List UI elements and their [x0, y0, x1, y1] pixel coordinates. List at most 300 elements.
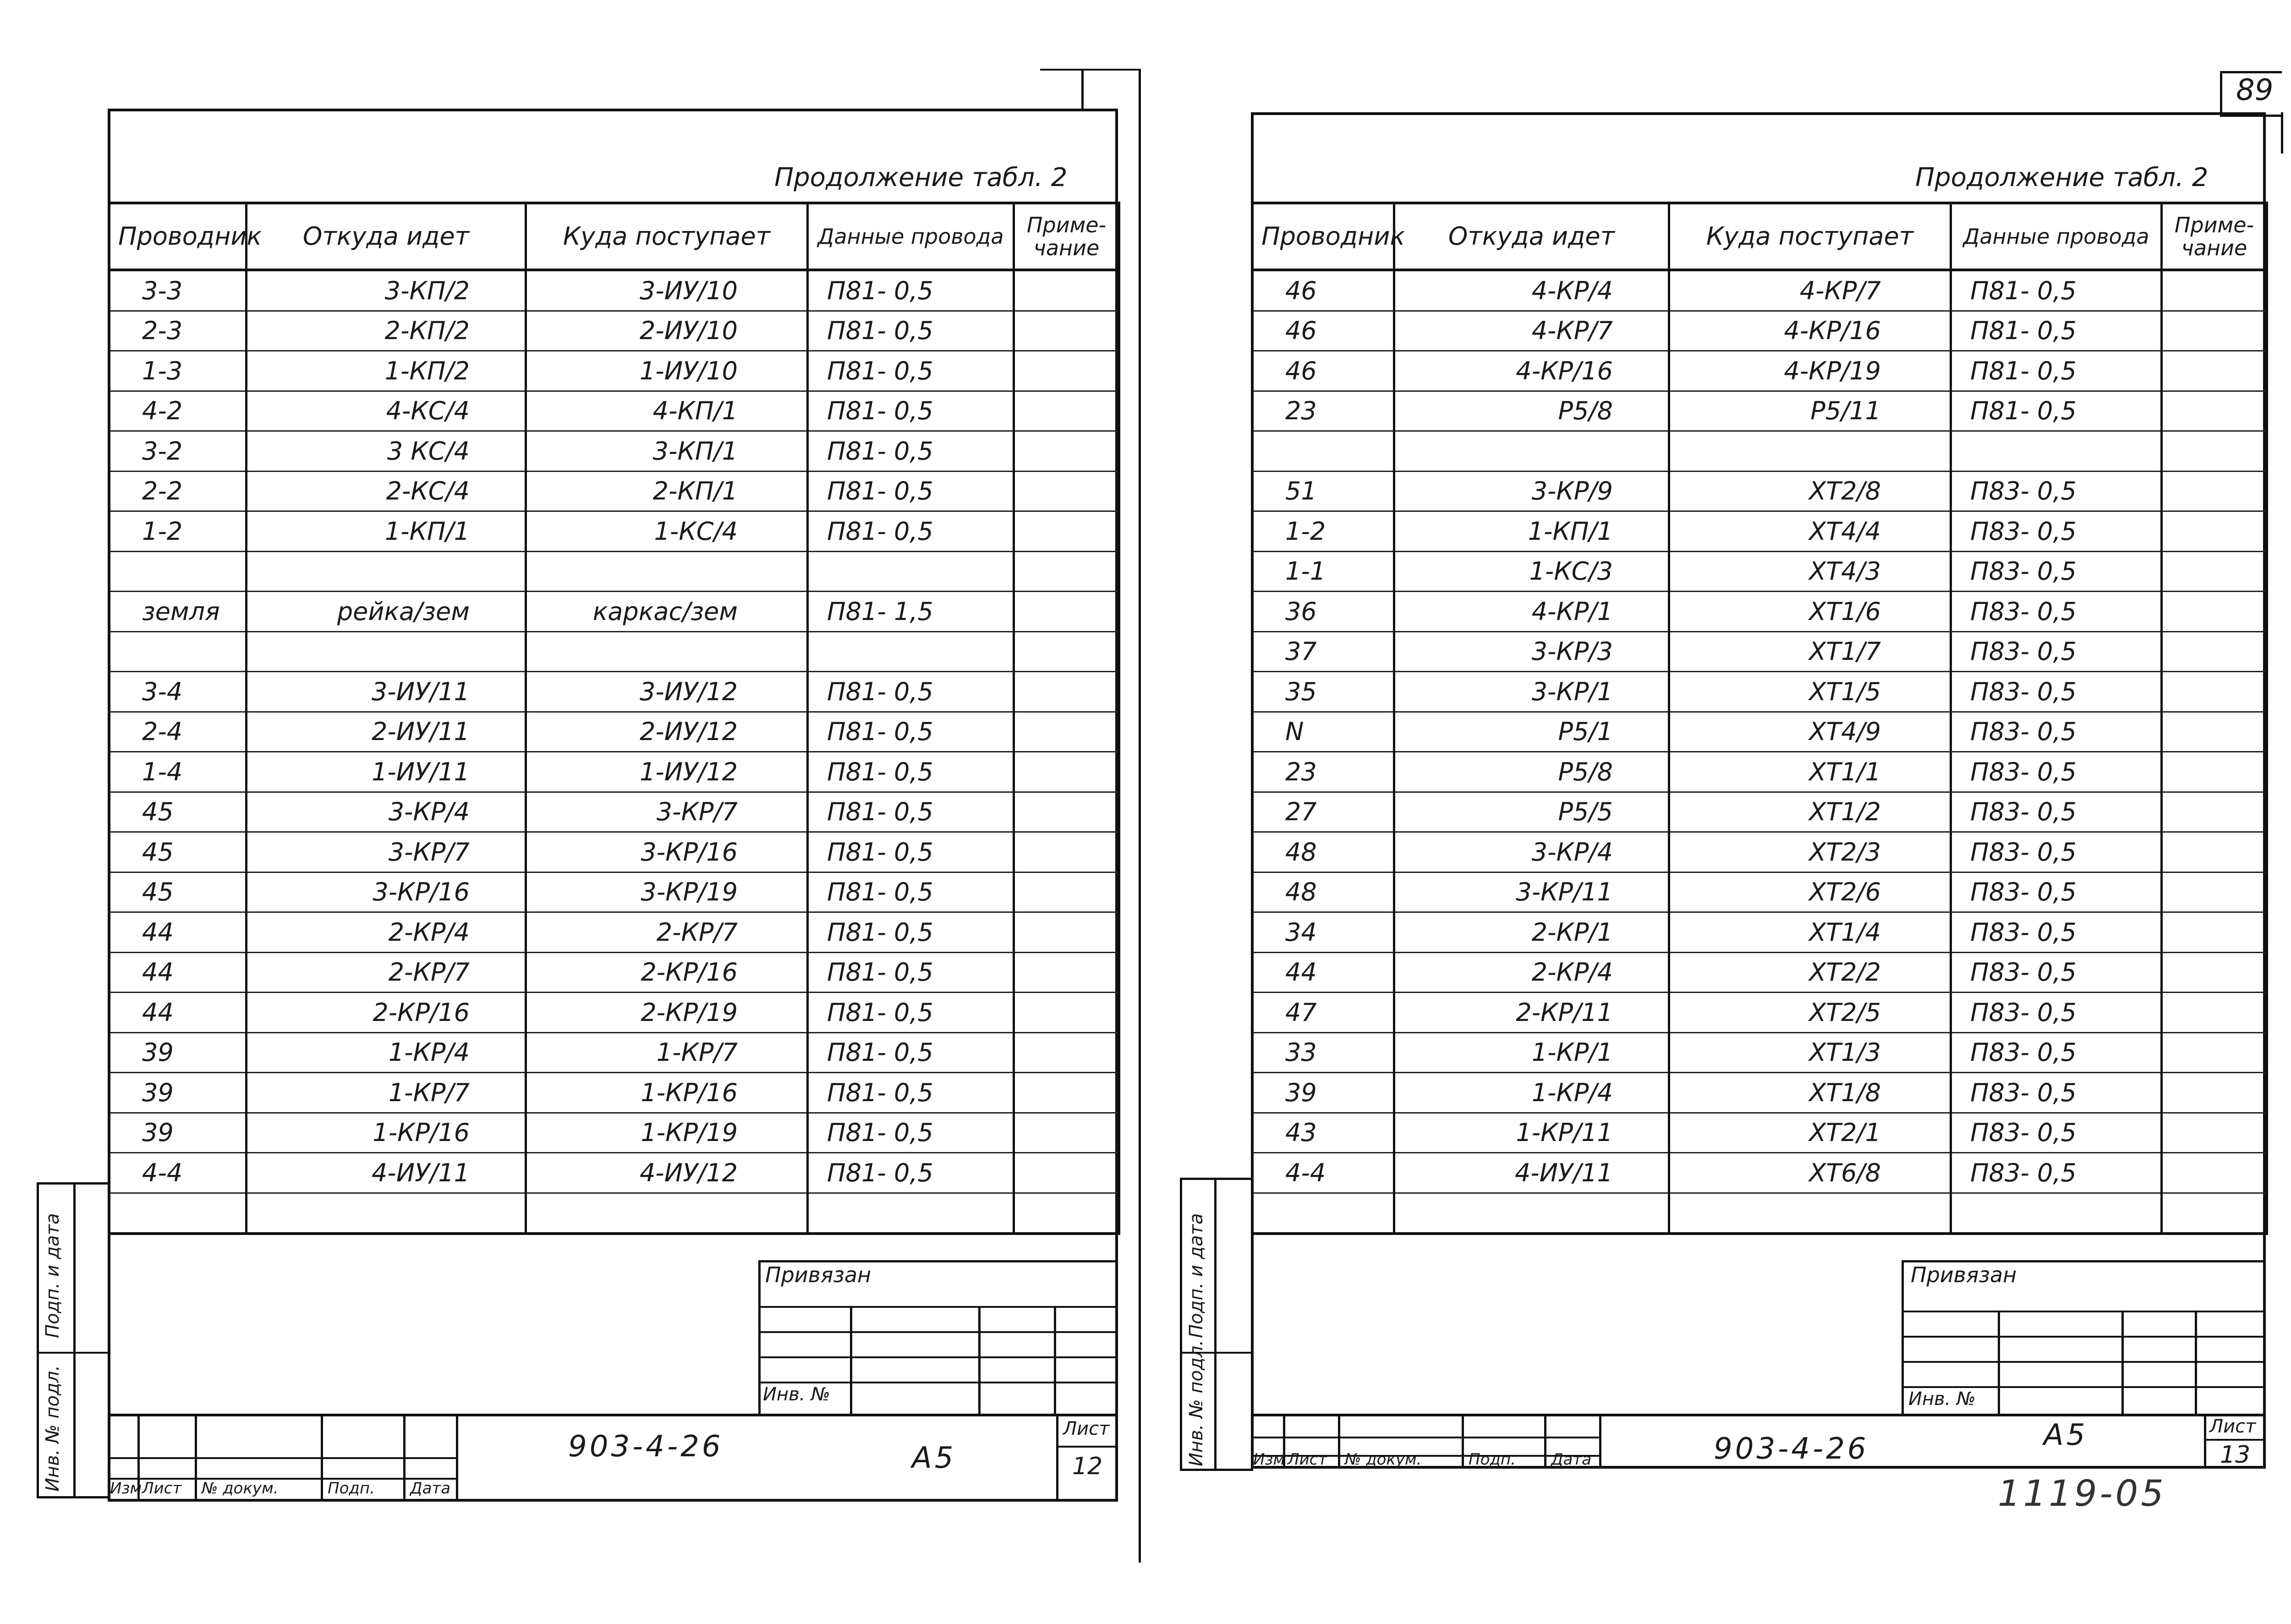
cell-from: 3-КП/2	[247, 270, 526, 311]
cell-conductor: N	[1252, 712, 1394, 752]
cell-to: 2-ИУ/12	[526, 712, 808, 752]
privyazan-line	[1902, 1361, 2266, 1363]
header-to: Куда поступает	[1669, 203, 1951, 270]
table-row	[109, 431, 1119, 472]
cell-from: 2-КР/4	[1394, 952, 1669, 993]
privyazan-line	[1902, 1311, 2266, 1312]
table-row	[109, 270, 1119, 311]
cell-wire-data: П83- 0,5	[1951, 631, 2162, 672]
cell-note	[1014, 270, 1119, 311]
doc-code: 903-4-26	[1714, 1432, 1869, 1466]
cell-wire-data: П81- 0,5	[808, 1113, 1014, 1153]
privyazan-label: Привязан	[1911, 1262, 2017, 1287]
stamp-line	[1056, 1414, 1058, 1501]
cell-wire-data: П81- 0,5	[1951, 270, 2162, 311]
cell-from: 2-КР/11	[1394, 993, 1669, 1033]
table-row	[1252, 391, 2267, 431]
cell-conductor: 48	[1252, 872, 1394, 912]
cell-from	[247, 631, 526, 672]
stamp-col-list: Лист	[142, 1479, 182, 1498]
cell-wire-data: П83- 0,5	[1951, 712, 2162, 752]
cell-wire-data: П83- 0,5	[1951, 993, 2162, 1033]
cell-note	[1014, 311, 1119, 351]
cell-to: ХТ2/2	[1669, 952, 1951, 993]
cell-wire-data: П83- 0,5	[1951, 471, 2162, 511]
cell-to: ХТ2/6	[1669, 872, 1951, 912]
cell-conductor: земля	[109, 592, 247, 632]
stamp-line	[1251, 1437, 1599, 1438]
cell-conductor: 1-3	[109, 351, 247, 391]
cell-from: 2-КС/4	[247, 471, 526, 511]
table-row	[1252, 592, 2267, 632]
cell-from: 2-КР/1	[1394, 912, 1669, 953]
stamp-top-line	[108, 1414, 1118, 1416]
cell-to: ХТ1/7	[1669, 631, 1951, 672]
cell-to: 4-ИУ/12	[526, 1153, 808, 1193]
cell-conductor: 44	[109, 993, 247, 1033]
cell-from: 1-КР/7	[247, 1073, 526, 1113]
cell-wire-data: П81- 0,5	[808, 270, 1014, 311]
cell-from: 1-КР/4	[247, 1032, 526, 1073]
cell-wire-data: П81- 0,5	[808, 712, 1014, 752]
cell-from: 3-КР/1	[1394, 672, 1669, 712]
cell-note	[2162, 351, 2267, 391]
cell-note	[1014, 1193, 1119, 1234]
table-body	[109, 270, 1119, 1234]
cell-conductor: 46	[1252, 351, 1394, 391]
table-row	[109, 792, 1119, 832]
wiring-table	[108, 202, 1120, 1235]
cell-wire-data: П81- 0,5	[808, 311, 1014, 351]
cell-note	[2162, 391, 2267, 431]
cell-note	[1014, 1032, 1119, 1073]
format-label: А5	[912, 1441, 956, 1475]
cell-wire-data: П83- 0,5	[1951, 1032, 2162, 1073]
cell-from: 1-КП/1	[1394, 511, 1669, 552]
cell-from: 2-КР/16	[247, 993, 526, 1033]
table-row	[109, 511, 1119, 552]
cell-note	[1014, 792, 1119, 832]
stamp-line	[195, 1414, 197, 1501]
cell-wire-data: П83- 0,5	[1951, 1113, 2162, 1153]
cell-to: 2-КР/7	[526, 912, 808, 953]
side-label-inv: Инв. № подл.	[1186, 1340, 1207, 1466]
cell-to: 1-ИУ/10	[526, 351, 808, 391]
cell-note	[1014, 511, 1119, 552]
page-number: 89	[2236, 73, 2274, 107]
privyazan-line	[1902, 1336, 2266, 1338]
cell-conductor: 23	[1252, 752, 1394, 792]
table-row	[109, 1032, 1119, 1073]
privyazan-line	[1902, 1386, 2266, 1388]
table-row	[109, 952, 1119, 993]
table-row	[1252, 631, 2267, 672]
cell-conductor: 2-2	[109, 471, 247, 511]
table-row	[1252, 431, 2267, 472]
table-row	[1252, 311, 2267, 351]
cell-conductor: 23	[1252, 391, 1394, 431]
table-row	[1252, 952, 2267, 993]
cell-to: 3-ИУ/12	[526, 672, 808, 712]
table-row	[109, 712, 1119, 752]
cell-note	[2162, 592, 2267, 632]
cell-wire-data: П81- 0,5	[808, 431, 1014, 472]
cell-note	[1014, 952, 1119, 993]
table-row	[1252, 471, 2267, 511]
cell-wire-data: П81- 0,5	[808, 993, 1014, 1033]
stamp-line	[403, 1414, 406, 1501]
header-to: Куда поступает	[526, 203, 808, 270]
stamp-col-izm: Изм	[1253, 1450, 1285, 1469]
table-title: Продолжение табл. 2	[774, 163, 1068, 192]
cell-to	[526, 631, 808, 672]
cell-conductor: 46	[1252, 311, 1394, 351]
table-header	[109, 203, 1119, 270]
table-row	[109, 1113, 1119, 1153]
cell-conductor: 4-2	[109, 391, 247, 431]
stamp-col-date: Дата	[1551, 1450, 1592, 1469]
header-from: Откуда идет	[247, 203, 526, 270]
cell-conductor: 47	[1252, 993, 1394, 1033]
cell-note	[1014, 551, 1119, 592]
cell-to: ХТ1/1	[1669, 752, 1951, 792]
table-row	[109, 1153, 1119, 1193]
cell-conductor: 44	[109, 952, 247, 993]
cell-to: 1-ИУ/12	[526, 752, 808, 792]
stamp-col-sign: Подп.	[328, 1479, 375, 1498]
stamp-line	[1056, 1446, 1118, 1448]
header-conductor: Проводник	[109, 203, 247, 270]
cell-to: 2-КР/16	[526, 952, 808, 993]
cell-wire-data: П83- 0,5	[1951, 672, 2162, 712]
cell-note	[2162, 270, 2267, 311]
cell-note	[1014, 431, 1119, 472]
cell-note	[2162, 752, 2267, 792]
cell-from: 4-ИУ/11	[247, 1153, 526, 1193]
stamp-line	[1599, 1414, 1601, 1469]
cell-note	[1014, 592, 1119, 632]
cell-conductor: 43	[1252, 1113, 1394, 1153]
table-row	[1252, 1032, 2267, 1073]
cell-conductor: 1-2	[109, 511, 247, 552]
privyazan-line	[2121, 1311, 2124, 1416]
doc-code: 903-4-26	[568, 1430, 723, 1464]
stamp-top-line	[1251, 1414, 2266, 1416]
cell-from: 1-КР/16	[247, 1113, 526, 1153]
cell-from	[1394, 431, 1669, 472]
cell-note	[2162, 431, 2267, 472]
cell-conductor: 36	[1252, 592, 1394, 632]
privyazan-label: Привязан	[765, 1262, 871, 1287]
cell-to: ХТ1/5	[1669, 672, 1951, 712]
privyazan-line	[758, 1356, 1118, 1358]
cell-conductor: 4-4	[109, 1153, 247, 1193]
cell-to: 1-КР/7	[526, 1032, 808, 1073]
cell-conductor: 3-2	[109, 431, 247, 472]
frame-corner-line	[1081, 69, 1084, 110]
table-row	[1252, 672, 2267, 712]
cell-conductor: 39	[109, 1032, 247, 1073]
cell-wire-data: П81- 0,5	[808, 672, 1014, 712]
cell-from: 3-КР/7	[247, 832, 526, 872]
cell-note	[2162, 1073, 2267, 1113]
stamp-col-doc: № докум.	[1345, 1450, 1422, 1469]
cell-from: рейка/зем	[247, 592, 526, 632]
table-row	[109, 471, 1119, 511]
cell-from: 1-КП/2	[247, 351, 526, 391]
cell-wire-data: П83- 0,5	[1951, 1153, 2162, 1193]
privyazan-line	[1998, 1311, 2000, 1416]
cell-to: 4-КР/7	[1669, 270, 1951, 311]
cell-from	[1394, 1193, 1669, 1234]
table-body	[1252, 270, 2267, 1234]
privyazan-line	[850, 1306, 852, 1416]
stamp-line	[456, 1414, 458, 1501]
stamp-col-date: Дата	[410, 1479, 451, 1498]
cell-to: 3-ИУ/10	[526, 270, 808, 311]
cell-wire-data: П81- 0,5	[808, 1032, 1014, 1073]
cell-wire-data: П81- 0,5	[1951, 391, 2162, 431]
cell-wire-data	[1951, 1193, 2162, 1234]
cell-wire-data: П81- 0,5	[1951, 311, 2162, 351]
privyazan-line	[758, 1382, 1118, 1383]
cell-from	[247, 551, 526, 592]
cell-conductor: 4-4	[1252, 1153, 1394, 1193]
cell-from: 3-КР/3	[1394, 631, 1669, 672]
table-row	[1252, 551, 2267, 592]
cell-wire-data: П81- 1,5	[808, 592, 1014, 632]
cell-from: 2-КР/4	[247, 912, 526, 953]
cell-note	[1014, 471, 1119, 511]
cell-note	[1014, 712, 1119, 752]
sheet-number: 13	[2220, 1441, 2251, 1469]
cell-conductor: 37	[1252, 631, 1394, 672]
cell-note	[2162, 993, 2267, 1033]
stamp-line	[1338, 1414, 1340, 1469]
cell-from: 3-КР/16	[247, 872, 526, 912]
header-conductor: Проводник	[1252, 203, 1394, 270]
header-wire-data: Данные провода	[808, 203, 1014, 270]
cell-note	[2162, 792, 2267, 832]
cell-note	[1014, 391, 1119, 431]
cell-to: 2-КП/1	[526, 471, 808, 511]
cell-note	[2162, 471, 2267, 511]
cell-wire-data: П81- 0,5	[1951, 351, 2162, 391]
cell-to: 2-КР/19	[526, 993, 808, 1033]
cell-conductor: 1-1	[1252, 551, 1394, 592]
table-row	[1252, 993, 2267, 1033]
stamp-line	[2204, 1414, 2206, 1469]
sheet-label: Лист	[1063, 1418, 1110, 1439]
sheet-number: 12	[1072, 1453, 1103, 1480]
cell-from: 4-КР/4	[1394, 270, 1669, 311]
cell-conductor	[109, 1193, 247, 1234]
cell-to: ХТ4/9	[1669, 712, 1951, 752]
cell-conductor: 39	[109, 1073, 247, 1113]
cell-to: ХТ2/8	[1669, 471, 1951, 511]
side-strip-line	[37, 1352, 110, 1354]
cell-wire-data	[808, 551, 1014, 592]
cell-from: 3-КР/4	[247, 792, 526, 832]
cell-to	[1669, 1193, 1951, 1234]
cell-note	[2162, 952, 2267, 993]
header-wire-data: Данные провода	[1951, 203, 2162, 270]
cell-to: ХТ2/3	[1669, 832, 1951, 872]
side-label-sign: Подп. и дата	[42, 1213, 63, 1338]
cell-to	[526, 1193, 808, 1234]
table-row	[109, 993, 1119, 1033]
cell-wire-data: П81- 0,5	[808, 832, 1014, 872]
cell-wire-data: П81- 0,5	[808, 391, 1014, 431]
cell-wire-data: П81- 0,5	[808, 912, 1014, 953]
stamp-line	[1544, 1414, 1546, 1469]
stamp-col-izm: Изм	[110, 1479, 142, 1498]
cell-conductor: 35	[1252, 672, 1394, 712]
stamp-col-doc: № докум.	[202, 1479, 279, 1498]
cell-note	[2162, 511, 2267, 552]
cell-to: ХТ1/4	[1669, 912, 1951, 953]
cell-wire-data: П81- 0,5	[808, 1153, 1014, 1193]
cell-to: каркас/зем	[526, 592, 808, 632]
stamp-line	[1462, 1414, 1464, 1469]
cell-wire-data	[808, 631, 1014, 672]
table-row	[109, 832, 1119, 872]
cell-conductor: 1-2	[1252, 511, 1394, 552]
table-row	[1252, 792, 2267, 832]
cell-wire-data: П83- 0,5	[1951, 792, 2162, 832]
cell-from: Р5/8	[1394, 391, 1669, 431]
stamp-line	[2204, 1439, 2266, 1441]
header-note: Приме-чание	[2162, 203, 2267, 270]
wiring-table	[1251, 202, 2268, 1235]
table-row	[109, 551, 1119, 592]
header-from: Откуда идет	[1394, 203, 1669, 270]
table-row	[1252, 1193, 2267, 1234]
cell-wire-data: П83- 0,5	[1951, 592, 2162, 632]
cell-wire-data: П81- 0,5	[808, 752, 1014, 792]
table-row	[109, 351, 1119, 391]
table-row	[1252, 912, 2267, 953]
table-row	[1252, 351, 2267, 391]
cell-note	[2162, 551, 2267, 592]
cell-conductor	[109, 551, 247, 592]
cell-note	[2162, 1153, 2267, 1193]
cell-conductor: 46	[1252, 270, 1394, 311]
cell-note	[2162, 631, 2267, 672]
cell-note	[2162, 672, 2267, 712]
cell-to: 3-КР/19	[526, 872, 808, 912]
stamp-line	[321, 1414, 323, 1501]
cell-note	[1014, 1153, 1119, 1193]
table-row	[109, 1073, 1119, 1113]
cell-conductor	[1252, 431, 1394, 472]
cell-note	[2162, 1193, 2267, 1234]
cell-wire-data: П81- 0,5	[808, 511, 1014, 552]
cell-wire-data: П83- 0,5	[1951, 551, 2162, 592]
cell-from: 1-КР/11	[1394, 1113, 1669, 1153]
cell-to	[526, 551, 808, 592]
cell-from: 1-КП/1	[247, 511, 526, 552]
inv-label: Инв. №	[1908, 1388, 1976, 1410]
stamp-col-sign: Подп.	[1469, 1450, 1516, 1469]
cell-note	[2162, 712, 2267, 752]
cell-to: ХТ2/5	[1669, 993, 1951, 1033]
privyazan-line	[978, 1306, 981, 1416]
sheet-label: Лист	[2209, 1416, 2256, 1437]
cell-wire-data	[808, 1193, 1014, 1234]
cell-from: 2-ИУ/11	[247, 712, 526, 752]
cell-note	[1014, 1113, 1119, 1153]
cell-to	[1669, 431, 1951, 472]
cell-conductor	[109, 631, 247, 672]
table-row	[1252, 832, 2267, 872]
cell-wire-data: П83- 0,5	[1951, 511, 2162, 552]
stamp-col-list: Лист	[1288, 1450, 1327, 1469]
cell-conductor: 2-4	[109, 712, 247, 752]
cell-note	[2162, 832, 2267, 872]
cell-from: 1-КС/3	[1394, 551, 1669, 592]
table-row	[1252, 712, 2267, 752]
cell-conductor: 51	[1252, 471, 1394, 511]
cell-note	[2162, 872, 2267, 912]
cell-from: 3 КС/4	[247, 431, 526, 472]
inv-label: Инв. №	[763, 1384, 830, 1405]
cell-wire-data: П81- 0,5	[808, 792, 1014, 832]
privyazan-line	[2195, 1311, 2197, 1416]
frame-corner-line	[2281, 112, 2283, 154]
cell-from: 4-КР/1	[1394, 592, 1669, 632]
cell-to: 3-КР/7	[526, 792, 808, 832]
table-row	[1252, 752, 2267, 792]
cell-wire-data: П83- 0,5	[1951, 752, 2162, 792]
cell-wire-data: П83- 0,5	[1951, 872, 2162, 912]
table-row	[109, 311, 1119, 351]
cell-note	[1014, 832, 1119, 872]
cell-to: 1-КС/4	[526, 511, 808, 552]
cell-wire-data: П81- 0,5	[808, 952, 1014, 993]
cell-wire-data: П81- 0,5	[808, 471, 1014, 511]
cell-from: 4-КР/7	[1394, 311, 1669, 351]
archive-number: 1119-05	[1998, 1473, 2166, 1514]
side-label-inv: Инв. № подл.	[42, 1365, 63, 1492]
cell-wire-data: П83- 0,5	[1951, 832, 2162, 872]
cell-to: ХТ6/8	[1669, 1153, 1951, 1193]
cell-note	[2162, 912, 2267, 953]
table-row	[109, 391, 1119, 431]
cell-conductor: 45	[109, 792, 247, 832]
table-title: Продолжение табл. 2	[1915, 163, 2209, 192]
cell-to: ХТ1/3	[1669, 1032, 1951, 1073]
table-row	[109, 1193, 1119, 1234]
cell-conductor: 1-4	[109, 752, 247, 792]
cell-conductor: 45	[109, 832, 247, 872]
cell-conductor: 2-3	[109, 311, 247, 351]
privyazan-line	[758, 1331, 1118, 1333]
cell-to: 3-КП/1	[526, 431, 808, 472]
cell-wire-data	[1951, 431, 2162, 472]
cell-to: ХТ1/6	[1669, 592, 1951, 632]
cell-note	[2162, 311, 2267, 351]
cell-note	[1014, 351, 1119, 391]
cell-to: 3-КР/16	[526, 832, 808, 872]
cell-conductor: 48	[1252, 832, 1394, 872]
cell-conductor: 44	[109, 912, 247, 953]
cell-to: 4-КР/16	[1669, 311, 1951, 351]
cell-from: 3-КР/11	[1394, 872, 1669, 912]
cell-from: Р5/8	[1394, 752, 1669, 792]
table-row	[1252, 872, 2267, 912]
binding-line	[1139, 69, 1141, 1563]
